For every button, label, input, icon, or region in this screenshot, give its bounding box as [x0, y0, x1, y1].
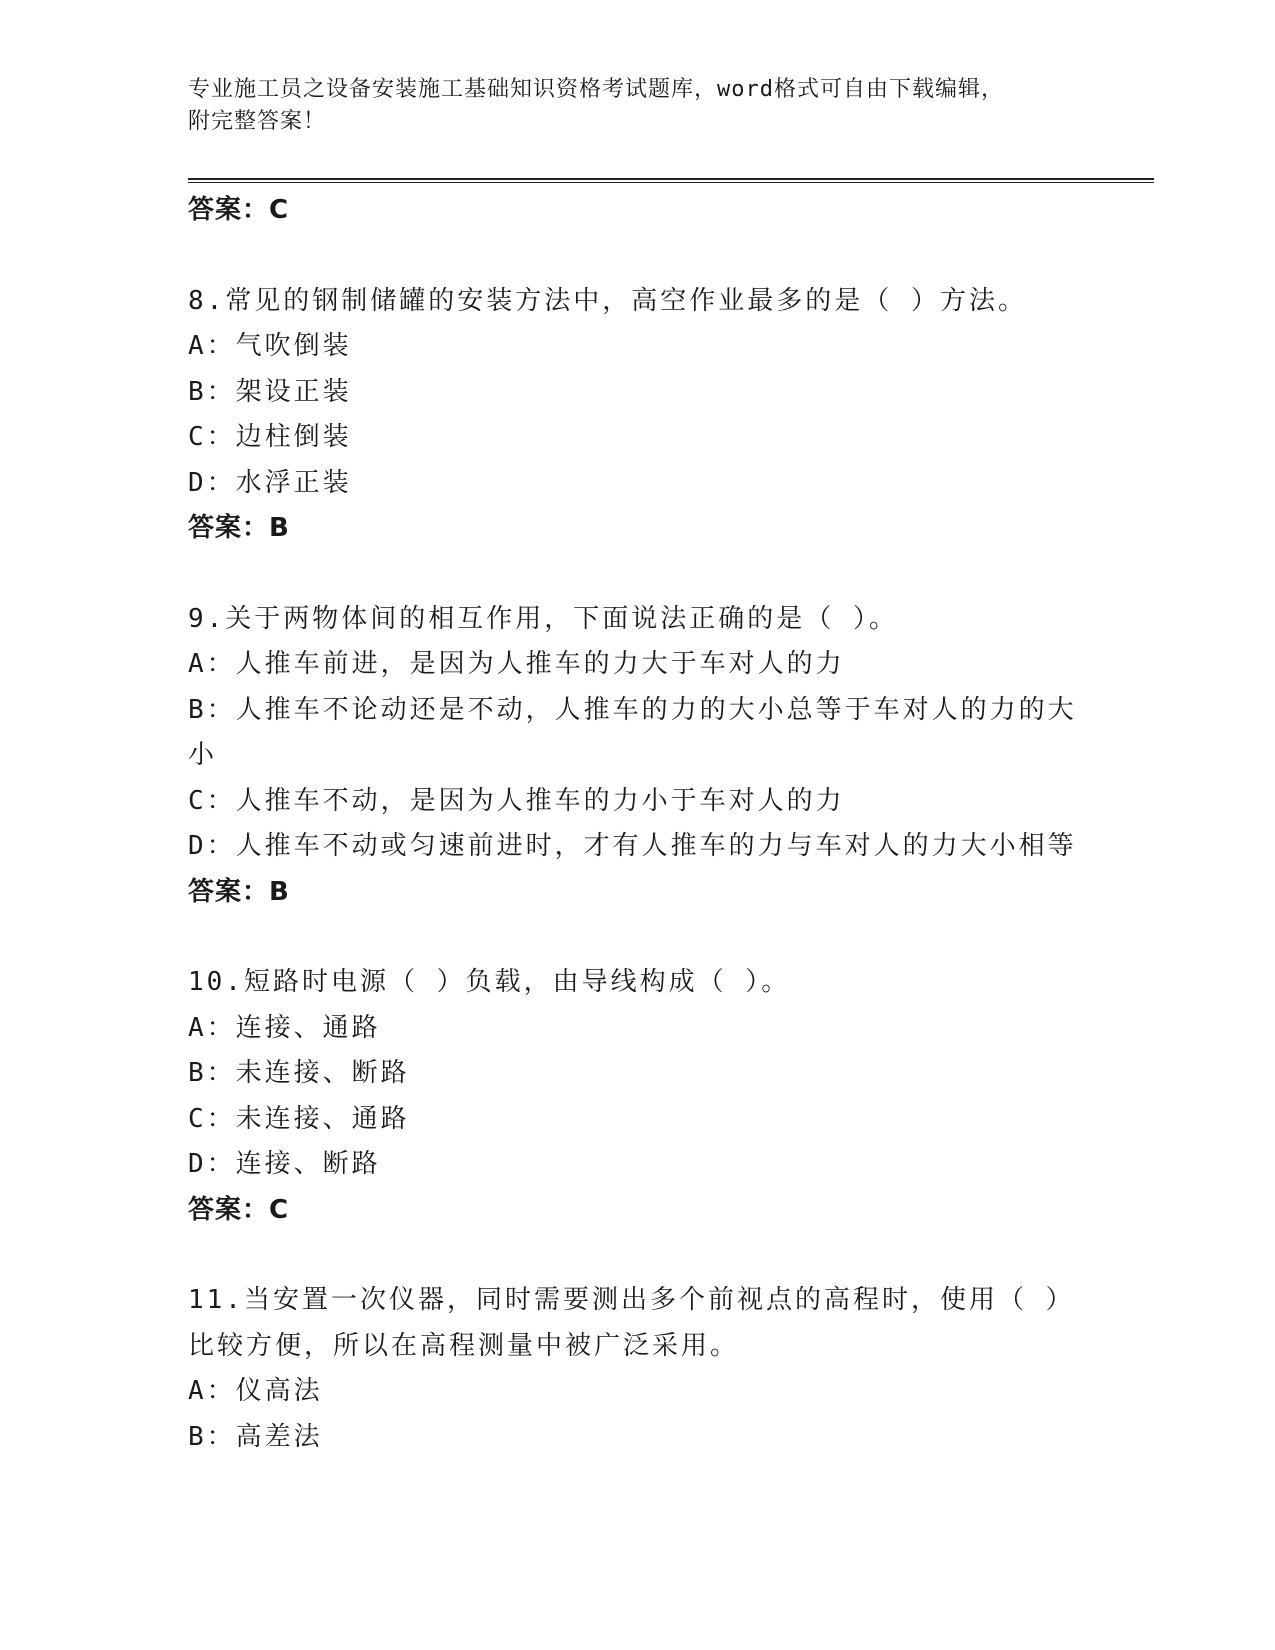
question-block — [188, 1278, 1138, 1460]
option-c: C：人推车不动，是因为人推车的力小于车对人的力 — [188, 785, 845, 816]
answer-line: 答案：C — [188, 1194, 290, 1225]
header-line-2: 附完整答案！ — [188, 109, 327, 134]
option-b: B：高差法 — [188, 1421, 323, 1452]
spacer — [188, 234, 1138, 279]
previous-answer: 答案：C — [188, 195, 290, 225]
header-divider-thick — [188, 178, 1154, 180]
question-stem: 8.常见的钢制储罐的安装方法中，高空作业最多的是（ ）方法。 — [188, 285, 1027, 316]
option-a: A：连接、通路 — [188, 1012, 381, 1043]
option-d: D：连接、断路 — [188, 1149, 381, 1179]
question-block — [188, 597, 1138, 916]
option-b: B：人推车不论动还是不动，人推车的力的大小总等于车对人的力的大 — [188, 694, 1077, 725]
option-b-continued: 小 — [188, 740, 218, 770]
header-line-1: 专业施工员之设备安装施工基础知识资格考试题库，word格式可自由下载编辑， — [188, 77, 1004, 102]
header-divider-thin — [188, 182, 1154, 183]
question-stem-continued: 比较方便，所以在高程测量中被广泛采用。 — [188, 1330, 740, 1361]
question-block — [188, 960, 1138, 1233]
option-b: B：架设正装 — [188, 376, 352, 407]
question-list — [188, 188, 1138, 1460]
option-a: A：仪高法 — [188, 1376, 323, 1406]
spacer — [188, 1233, 1138, 1278]
option-d: D：水浮正装 — [188, 467, 352, 498]
option-b: B：未连接、断路 — [188, 1058, 410, 1088]
spacer — [188, 552, 1138, 597]
option-a: A：人推车前进，是因为人推车的力大于车对人的力 — [188, 649, 845, 679]
document-header — [188, 74, 1088, 138]
question-block — [188, 279, 1138, 552]
spacer — [188, 915, 1138, 960]
answer-line: 答案：B — [188, 876, 290, 907]
option-c: C：边柱倒装 — [188, 422, 352, 452]
option-d: D：人推车不动或匀速前进时，才有人推车的力与车对人的力大小相等 — [188, 831, 1077, 861]
question-stem: 10.短路时电源（ ）负载，由导线构成（ ）。 — [188, 967, 791, 997]
question-stem: 9.关于两物体间的相互作用，下面说法正确的是（ ）。 — [188, 603, 898, 634]
answer-line: 答案：B — [188, 513, 290, 543]
question-stem: 11.当安置一次仪器，同时需要测出多个前视点的高程时，使用（ ） — [188, 1285, 1075, 1315]
option-a: A：气吹倒装 — [188, 331, 352, 361]
option-c: C：未连接、通路 — [188, 1103, 410, 1134]
